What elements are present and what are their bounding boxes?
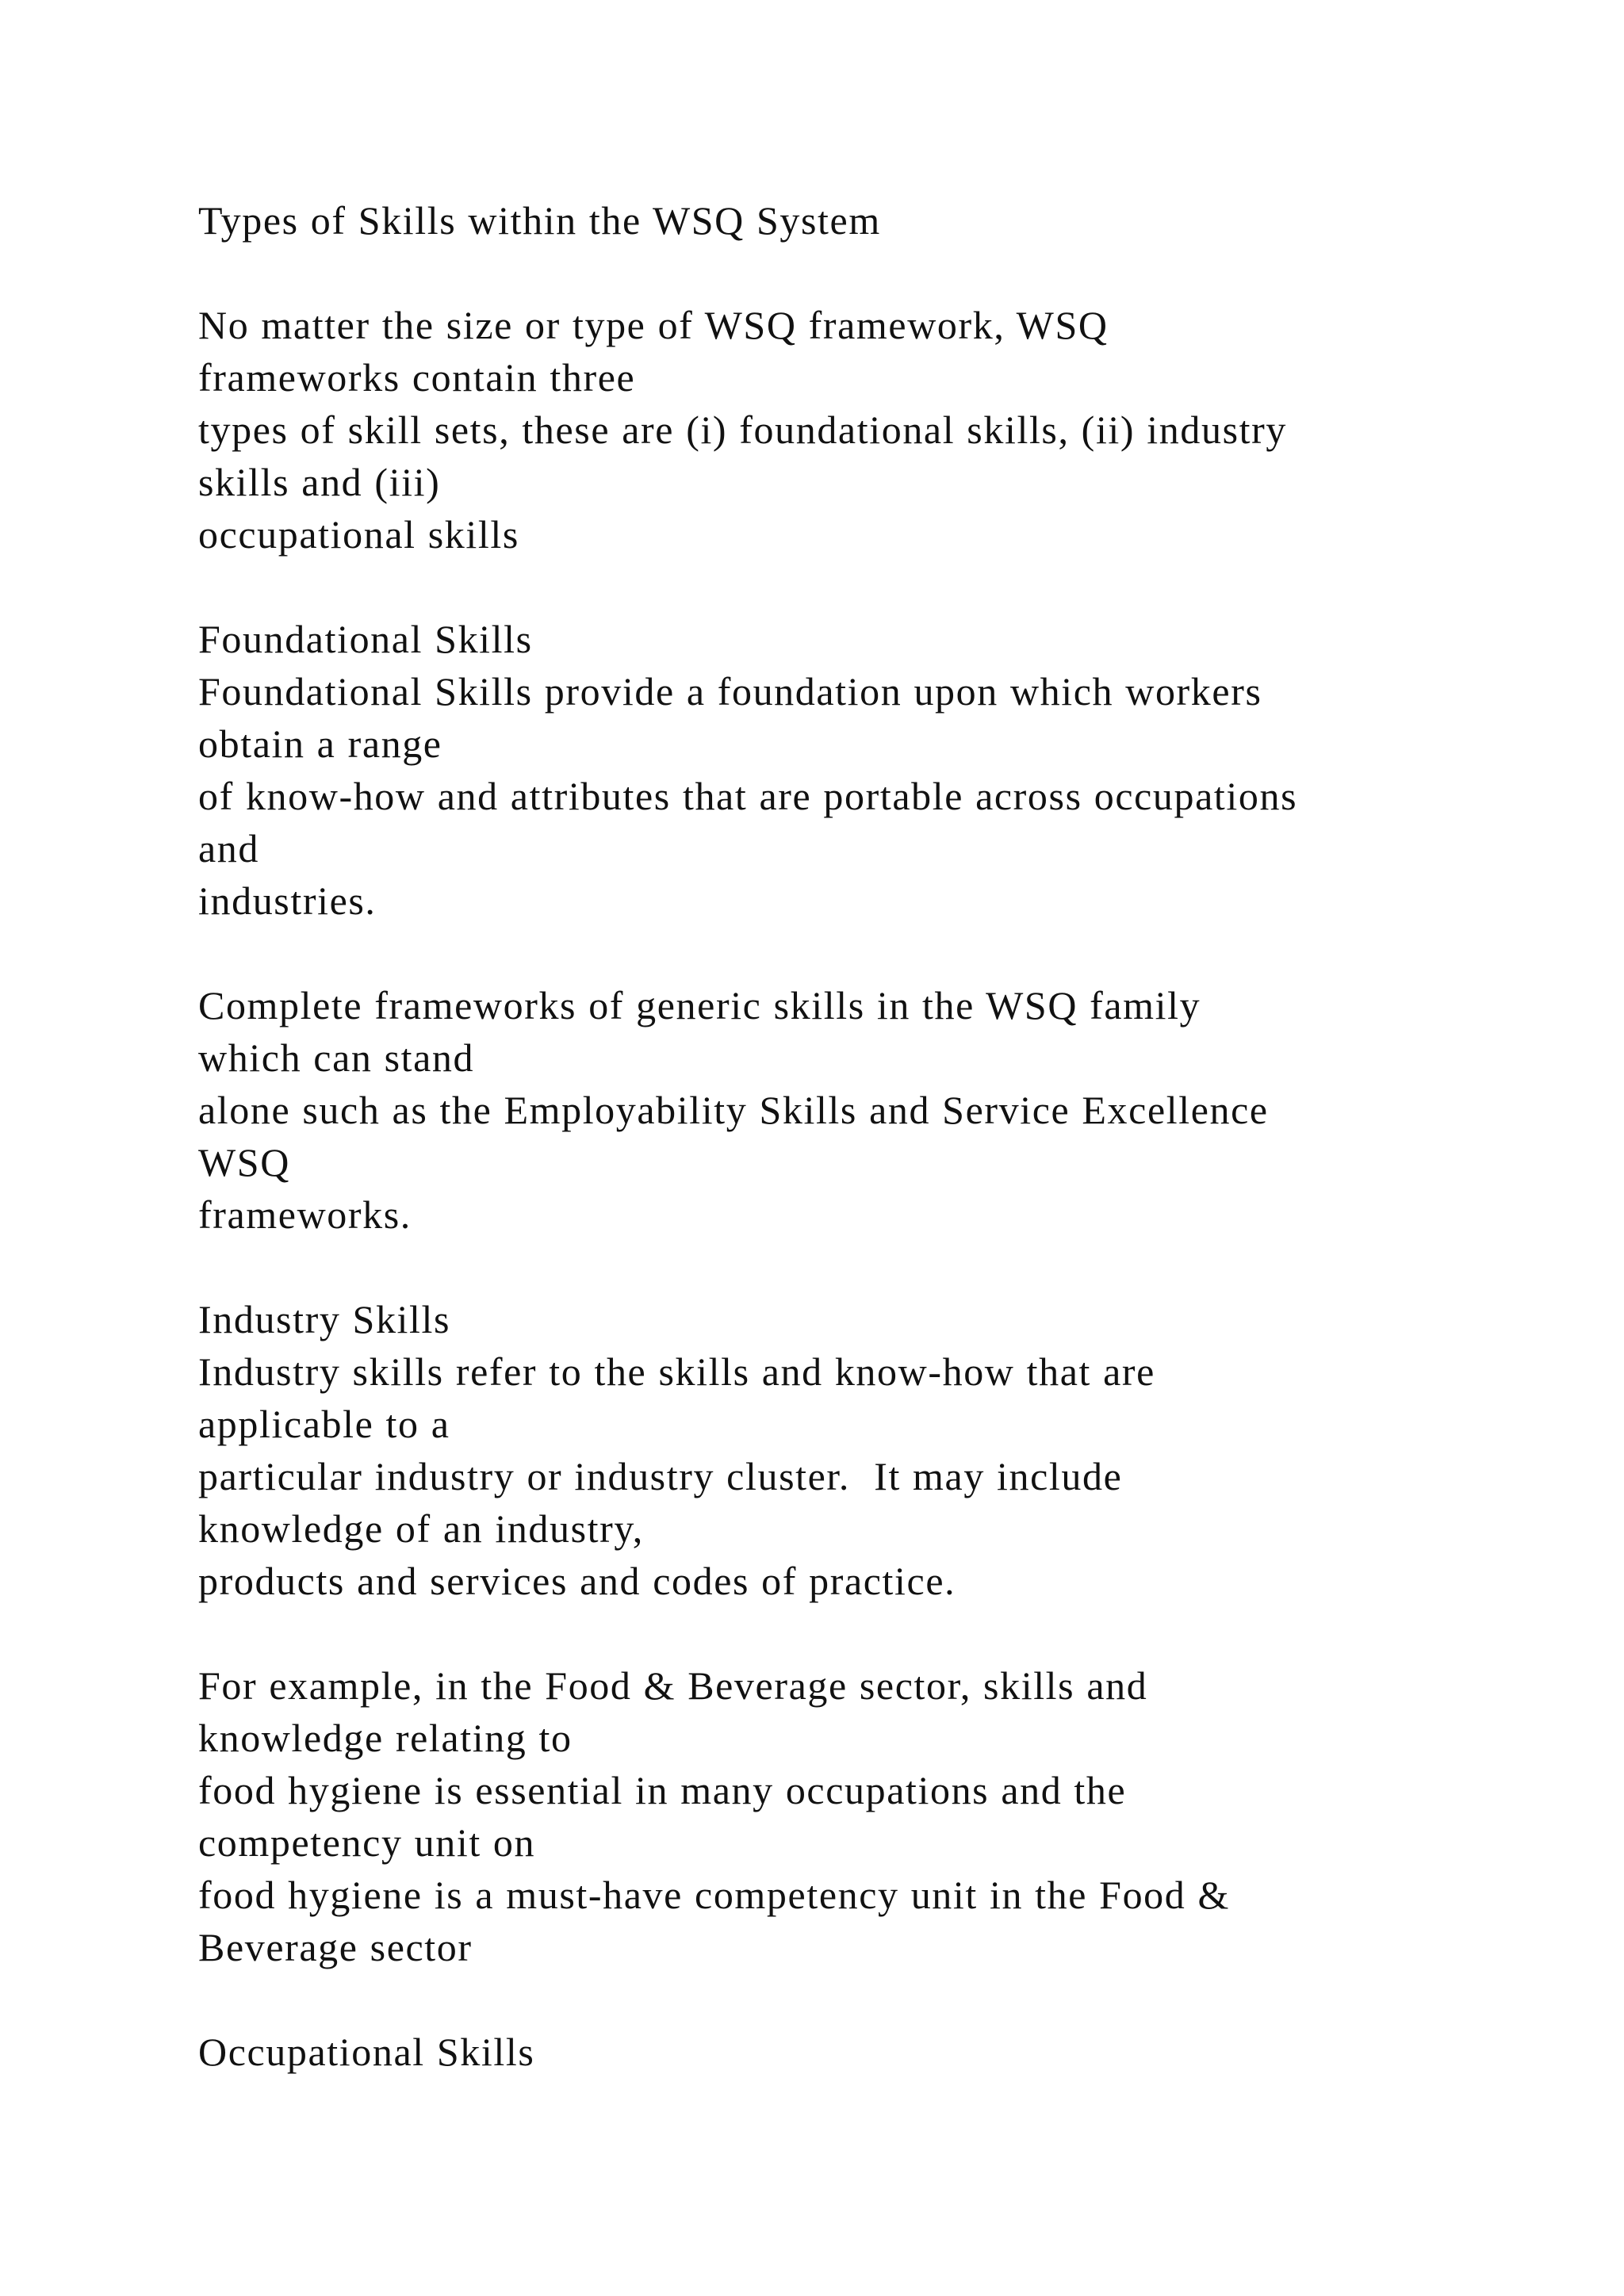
- text-line: knowledge of an industry,: [198, 1506, 644, 1551]
- text-line: frameworks.: [198, 1192, 412, 1237]
- text-line: and: [198, 826, 259, 871]
- text-line: WSQ: [198, 1140, 290, 1184]
- blank-line: [198, 1973, 1483, 2026]
- text-line: food hygiene is essential in many occupations and the: [198, 1768, 1127, 1812]
- text-line: knowledge relating to: [198, 1716, 573, 1760]
- text-line: applicable to a: [198, 1402, 450, 1446]
- text-line: skills and (iii): [198, 460, 441, 504]
- section-heading-industry-skills: Industry Skills: [198, 1297, 451, 1341]
- text-line: For example, in the Food & Beverage sector, skills and: [198, 1663, 1148, 1708]
- blank-line: [198, 247, 1483, 299]
- text-line: industries.: [198, 878, 377, 923]
- text-line: products and services and codes of practice.: [198, 1559, 956, 1603]
- text-line: alone such as the Employability Skills and Service Excellence: [198, 1088, 1269, 1132]
- section-heading-occupational-skills: Occupational Skills: [198, 2030, 535, 2074]
- text-line: particular industry or industry cluster. It may include: [198, 1454, 1123, 1498]
- text-line: occupational skills: [198, 512, 519, 557]
- text-line: which can stand: [198, 1035, 475, 1080]
- text-line: Foundational Skills provide a foundation upon which workers: [198, 669, 1262, 714]
- blank-line: [198, 1607, 1483, 1659]
- text-line: types of skill sets, these are (i) foundational skills, (ii) industry: [198, 408, 1287, 452]
- text-line: No matter the size or type of WSQ framework, WSQ: [198, 303, 1109, 347]
- text-line: food hygiene is a must-have competency unit in the Food &: [198, 1873, 1230, 1917]
- text-line: Industry skills refer to the skills and know-how that are: [198, 1349, 1155, 1394]
- section-heading-foundational-skills: Foundational Skills: [198, 617, 533, 661]
- blank-line: [198, 927, 1483, 979]
- text-line: of know-how and attributes that are portable across occupations: [198, 774, 1298, 818]
- text-line: Beverage sector: [198, 1925, 473, 1969]
- text-line: obtain a range: [198, 721, 442, 766]
- text-line: Complete frameworks of generic skills in the WSQ family: [198, 983, 1201, 1027]
- blank-line: [198, 1241, 1483, 1293]
- blank-line: [198, 561, 1483, 613]
- document-body: [198, 194, 1483, 2078]
- text-line: frameworks contain three: [198, 355, 636, 400]
- document-title: Types of Skills within the WSQ System: [198, 198, 881, 243]
- text-line: competency unit on: [198, 1820, 536, 1865]
